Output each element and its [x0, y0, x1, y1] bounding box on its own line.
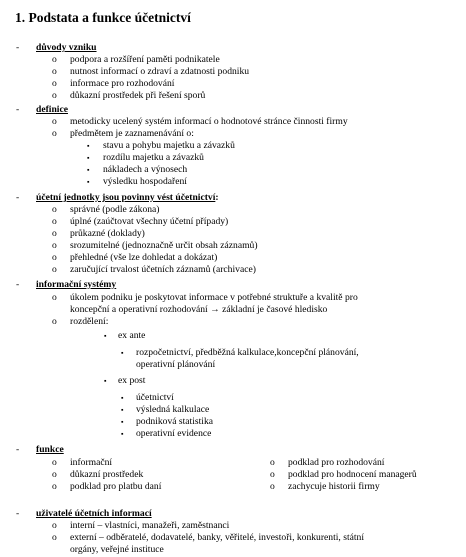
list-item: interní – vlastníci, manažeři, zaměstnanci — [70, 520, 230, 531]
sub-list-item: rozdílu majetku a závazků — [103, 152, 204, 163]
circle-bullet: o — [52, 457, 57, 468]
square-bullet: ▪ — [87, 178, 90, 186]
circle-bullet: o — [52, 78, 57, 89]
heading-colon: : — [215, 192, 219, 203]
dash-bullet: - — [16, 104, 20, 115]
circle-bullet: o — [52, 264, 57, 275]
sub-list-item-ex-ante: ex ante — [118, 330, 146, 341]
list-item: důkazní prostředek při řešení sporů — [70, 90, 206, 101]
dash-bullet: - — [16, 192, 20, 203]
circle-bullet: o — [52, 240, 57, 251]
list-item: zaručující trvalost účetních záznamů (archivace) — [70, 264, 256, 275]
dash-bullet: - — [16, 279, 20, 290]
list-item: zachycuje historii firmy — [288, 481, 380, 492]
square-bullet: ▪ — [121, 430, 124, 438]
list-item: podklad pro platbu daní — [70, 481, 162, 492]
list-item: průkazné (doklady) — [70, 228, 145, 239]
circle-bullet: o — [52, 54, 57, 65]
list-item-line: koncepční a operativní rozhodování → základní je časové hledisko — [70, 304, 328, 315]
dash-bullet: - — [16, 444, 20, 455]
circle-bullet: o — [270, 457, 275, 468]
list-item-line: orgány, veřejné instituce — [70, 544, 164, 555]
circle-bullet: o — [52, 128, 57, 139]
square-bullet: ▪ — [104, 377, 107, 385]
list-item: předmětem je zaznamenávání o: — [70, 128, 194, 139]
square-bullet: ▪ — [87, 166, 90, 174]
square-bullet: ▪ — [87, 154, 90, 162]
sub-sub-list-item: účetnictví — [136, 392, 174, 403]
circle-bullet: o — [52, 116, 57, 127]
square-bullet: ▪ — [121, 418, 124, 426]
sub-sub-list-item-line: operativní plánování — [136, 359, 216, 370]
list-item: podklad pro hodnocení managerů — [288, 469, 417, 480]
circle-bullet: o — [270, 481, 275, 492]
circle-bullet: o — [52, 292, 57, 303]
section-heading-funkce: funkce — [36, 444, 64, 455]
circle-bullet: o — [52, 316, 57, 327]
circle-bullet: o — [52, 252, 57, 263]
circle-bullet: o — [52, 90, 57, 101]
square-bullet: ▪ — [121, 406, 124, 414]
list-item-line: externí – odběratelé, dodavatelé, banky, věřitelé, investoři, konkurenti, státní — [70, 532, 365, 543]
list-item: podklad pro rozhodování — [288, 457, 385, 468]
section-heading-uzivatele: uživatelé účetních informací — [36, 508, 152, 519]
square-bullet: ▪ — [121, 394, 124, 402]
list-item-line: úkolem podniku je poskytovat informace v potřebné struktuře a kvalitě pro — [70, 292, 358, 303]
dash-bullet: - — [16, 508, 20, 519]
square-bullet: ▪ — [121, 349, 124, 357]
square-bullet: ▪ — [104, 332, 107, 340]
sub-sub-list-item: výsledná kalkulace — [136, 404, 210, 415]
list-item: důkazní prostředek — [70, 469, 144, 480]
section-heading-duvody-vzniku: důvody vzniku — [36, 42, 97, 53]
list-item: metodicky ucelený systém informací o hodnotové stránce činnosti firmy — [70, 116, 348, 127]
sub-sub-list-item-line: rozpočetnictví, předběžná kalkulace,koncepční plánování, — [136, 347, 359, 358]
circle-bullet: o — [52, 204, 57, 215]
square-bullet: ▪ — [87, 142, 90, 150]
circle-bullet: o — [270, 469, 275, 480]
section-heading-ucetni-jednotky — [36, 192, 219, 204]
list-item: přehledné (vše lze dohledat a dokázat) — [70, 252, 218, 263]
circle-bullet: o — [52, 66, 57, 77]
list-item: úplné (zaúčtovat všechny účetní případy) — [70, 216, 229, 227]
section-heading-definice: definice — [36, 104, 68, 115]
list-item: srozumitelné (jednoznačně určit obsah záznamů) — [70, 240, 258, 251]
sub-list-item: nákladech a výnosech — [103, 164, 188, 175]
sub-list-item: stavu a pohybu majetku a závazků — [103, 140, 235, 151]
sub-sub-list-item: operativní evidence — [136, 428, 212, 439]
list-item: informace pro rozhodování — [70, 78, 175, 89]
sub-sub-list-item: podniková statistika — [136, 416, 214, 427]
circle-bullet: o — [52, 520, 57, 531]
list-item: nutnost informací o zdraví a zdatnosti podniku — [70, 66, 250, 77]
sub-list-item: výsledku hospodaření — [103, 176, 187, 187]
dash-bullet: - — [16, 42, 20, 53]
list-item: správné (podle zákona) — [70, 204, 160, 215]
circle-bullet: o — [52, 532, 57, 543]
circle-bullet: o — [52, 216, 57, 227]
list-item: rozdělení: — [70, 316, 109, 327]
list-item: informační — [70, 457, 113, 468]
list-item: podpora a rozšíření paměti podnikatele — [70, 54, 220, 65]
sub-list-item-ex-post: ex post — [118, 375, 146, 386]
circle-bullet: o — [52, 469, 57, 480]
section-heading-text: účetní jednotky jsou povinny vést účetnictví — [36, 192, 216, 203]
page-title: 1. Podstata a funkce účetnictví — [15, 10, 191, 25]
circle-bullet: o — [52, 481, 57, 492]
section-heading-informacni-systemy: informační systémy — [36, 279, 117, 290]
circle-bullet: o — [52, 228, 57, 239]
